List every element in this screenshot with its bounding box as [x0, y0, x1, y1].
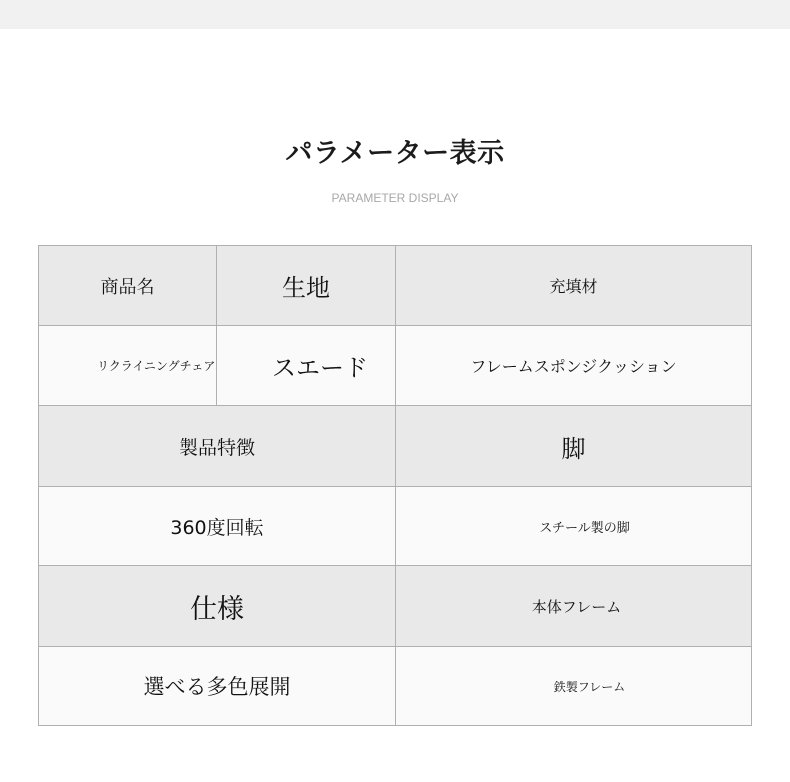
legs-label: 脚: [561, 434, 586, 463]
page-title: パラメーター表示: [285, 138, 505, 169]
fabric-label: 生地: [282, 274, 330, 302]
product-name-label: 商品名: [100, 276, 155, 298]
parameter-table: [38, 245, 752, 726]
frame-value: 鉄製フレーム: [553, 679, 626, 694]
features-label: 製品特徴: [178, 436, 255, 459]
spec-value: 選べる多色展開: [143, 675, 291, 699]
filling-label: 充填材: [549, 277, 598, 296]
product-name-value: リクライニングチェア: [97, 359, 216, 373]
legs-value: スチール製の脚: [539, 520, 630, 536]
frame-label: 本体フレーム: [531, 597, 622, 616]
fabric-value: スエード: [272, 354, 368, 382]
top-strip: [0, 0, 790, 29]
spec-label: 仕様: [190, 593, 244, 625]
features-value: 360度回転: [170, 516, 264, 539]
filling-value: フレームスポンジクッション: [470, 357, 677, 376]
page-subtitle: PARAMETER DISPLAY: [331, 191, 459, 205]
